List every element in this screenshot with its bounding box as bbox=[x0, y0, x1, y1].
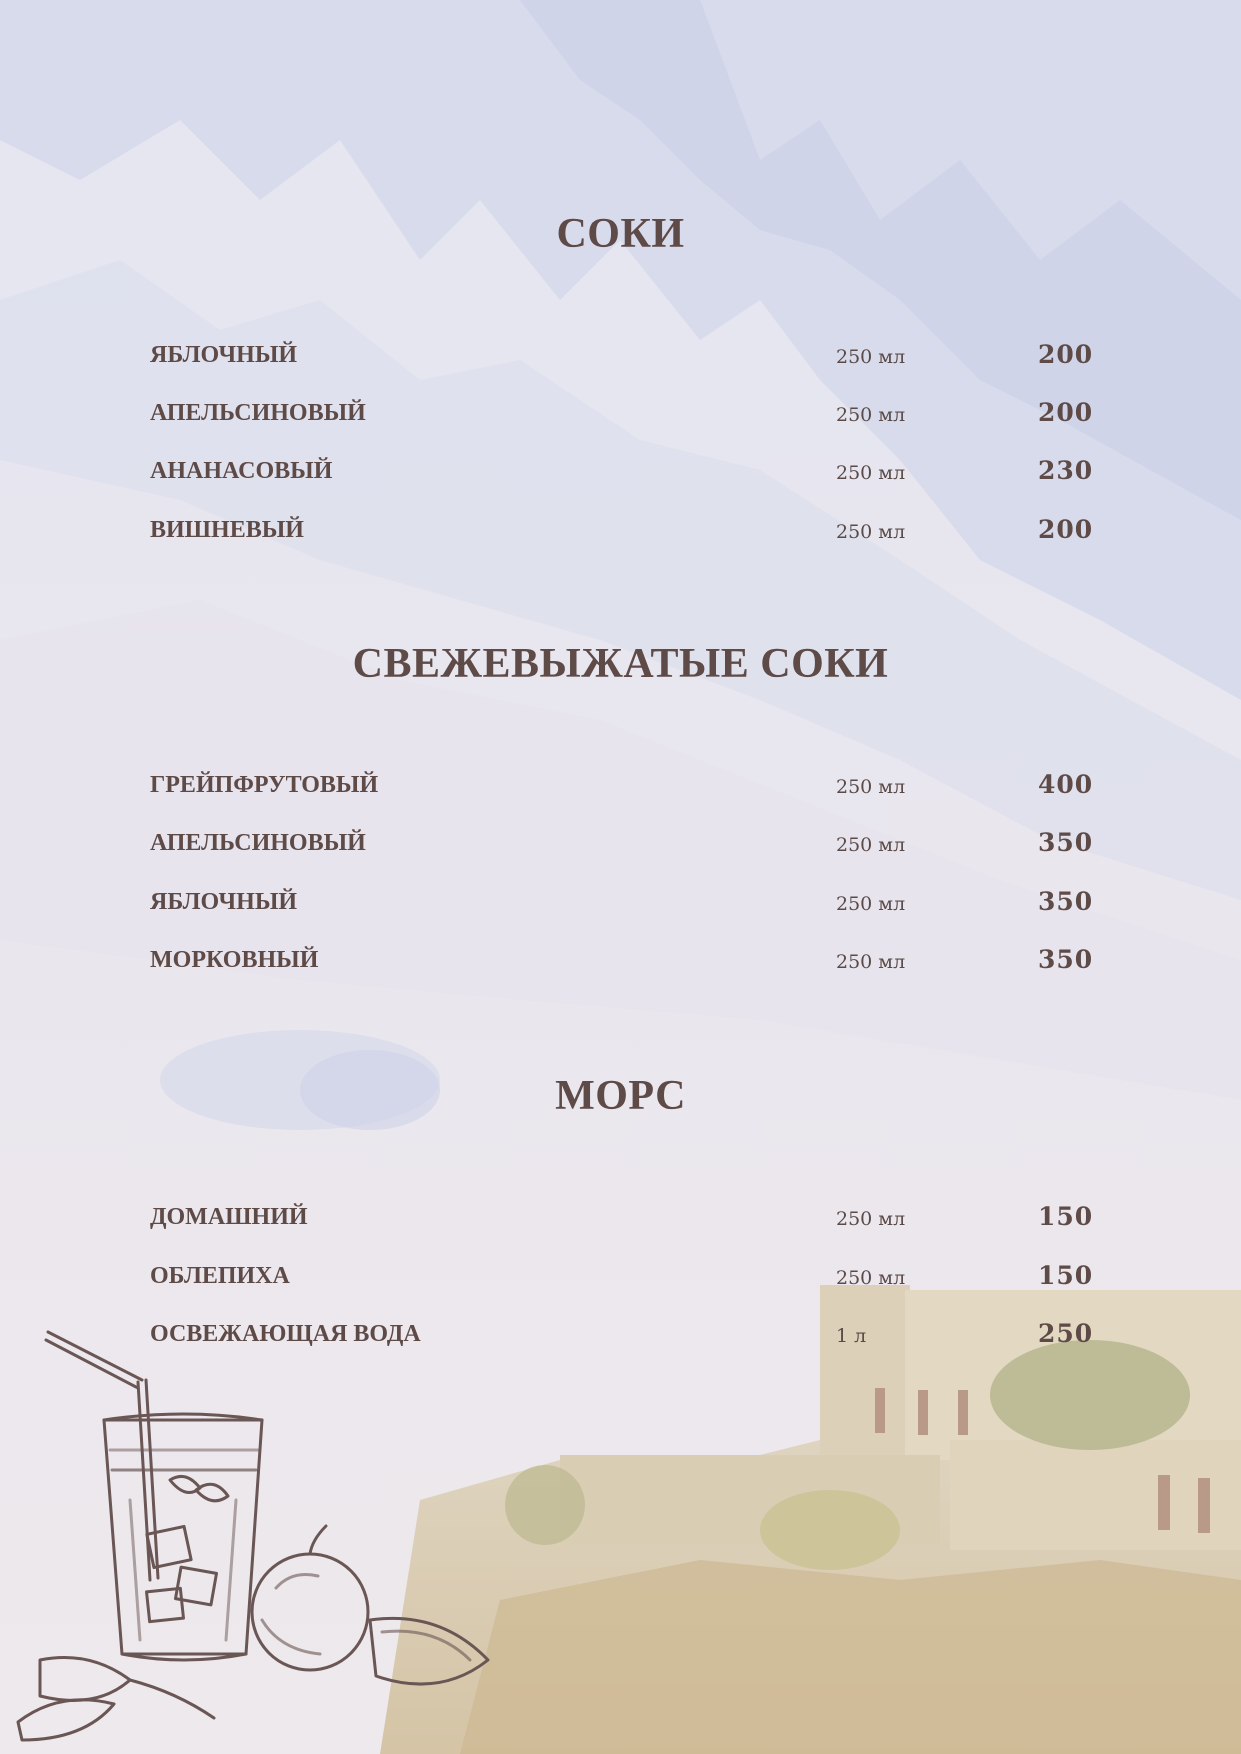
item-volume: 250 мл bbox=[836, 893, 906, 915]
menu-item bbox=[0, 336, 1241, 376]
item-price: 400 bbox=[1038, 770, 1094, 799]
item-volume: 250 мл bbox=[836, 346, 906, 368]
item-volume: 250 мл bbox=[836, 462, 906, 484]
item-volume: 1 л bbox=[836, 1325, 867, 1347]
item-volume: 250 мл bbox=[836, 834, 906, 856]
item-volume: 250 мл bbox=[836, 951, 906, 973]
section-title-juices: СОКИ bbox=[556, 211, 685, 257]
item-volume: 250 мл bbox=[836, 404, 906, 426]
apple-icon bbox=[252, 1526, 368, 1670]
item-name: ОБЛЕПИХА bbox=[150, 1263, 290, 1289]
item-price: 150 bbox=[1038, 1202, 1094, 1231]
menu-item bbox=[0, 1198, 1241, 1238]
menu-item bbox=[0, 394, 1241, 434]
drink-sketch-illustration bbox=[0, 1320, 520, 1754]
item-price: 200 bbox=[1038, 398, 1094, 427]
item-volume: 250 мл bbox=[836, 1208, 906, 1230]
item-name: ЯБЛОЧНЫЙ bbox=[150, 342, 298, 368]
item-name: АПЕЛЬСИНОВЫЙ bbox=[150, 830, 366, 856]
item-volume: 250 мл bbox=[836, 1267, 906, 1289]
straw-icon bbox=[46, 1332, 158, 1580]
menu-item bbox=[0, 1257, 1241, 1297]
menu-item bbox=[0, 883, 1241, 923]
citrus-slice-icon bbox=[18, 1618, 488, 1740]
section-title-mors: МОРС bbox=[555, 1073, 686, 1119]
glass-icon bbox=[104, 1414, 262, 1660]
item-price: 350 bbox=[1038, 945, 1094, 974]
item-volume: 250 мл bbox=[836, 521, 906, 543]
item-name: ЯБЛОЧНЫЙ bbox=[150, 889, 298, 915]
item-name: ВИШНЕВЫЙ bbox=[150, 517, 304, 543]
item-name: МОРКОВНЫЙ bbox=[150, 947, 319, 973]
menu-item bbox=[0, 824, 1241, 864]
item-price: 350 bbox=[1038, 887, 1094, 916]
item-name: АПЕЛЬСИНОВЫЙ bbox=[150, 400, 366, 426]
item-price: 230 bbox=[1038, 456, 1094, 485]
menu-item bbox=[0, 941, 1241, 981]
item-volume: 250 мл bbox=[836, 776, 906, 798]
item-price: 200 bbox=[1038, 515, 1094, 544]
menu-item bbox=[0, 452, 1241, 492]
item-name: ГРЕЙПФРУТОВЫЙ bbox=[150, 772, 379, 798]
item-price: 350 bbox=[1038, 828, 1094, 857]
item-name: ДОМАШНИЙ bbox=[150, 1204, 308, 1230]
item-price: 200 bbox=[1038, 340, 1094, 369]
item-price: 250 bbox=[1038, 1319, 1094, 1348]
item-name: ОСВЕЖАЮЩАЯ ВОДА bbox=[150, 1321, 421, 1347]
item-price: 150 bbox=[1038, 1261, 1094, 1290]
item-name: АНАНАСОВЫЙ bbox=[150, 458, 333, 484]
menu-item bbox=[0, 766, 1241, 806]
menu-item bbox=[0, 511, 1241, 551]
section-title-fresh-juices: СВЕЖЕВЫЖАТЫЕ СОКИ bbox=[352, 641, 889, 687]
